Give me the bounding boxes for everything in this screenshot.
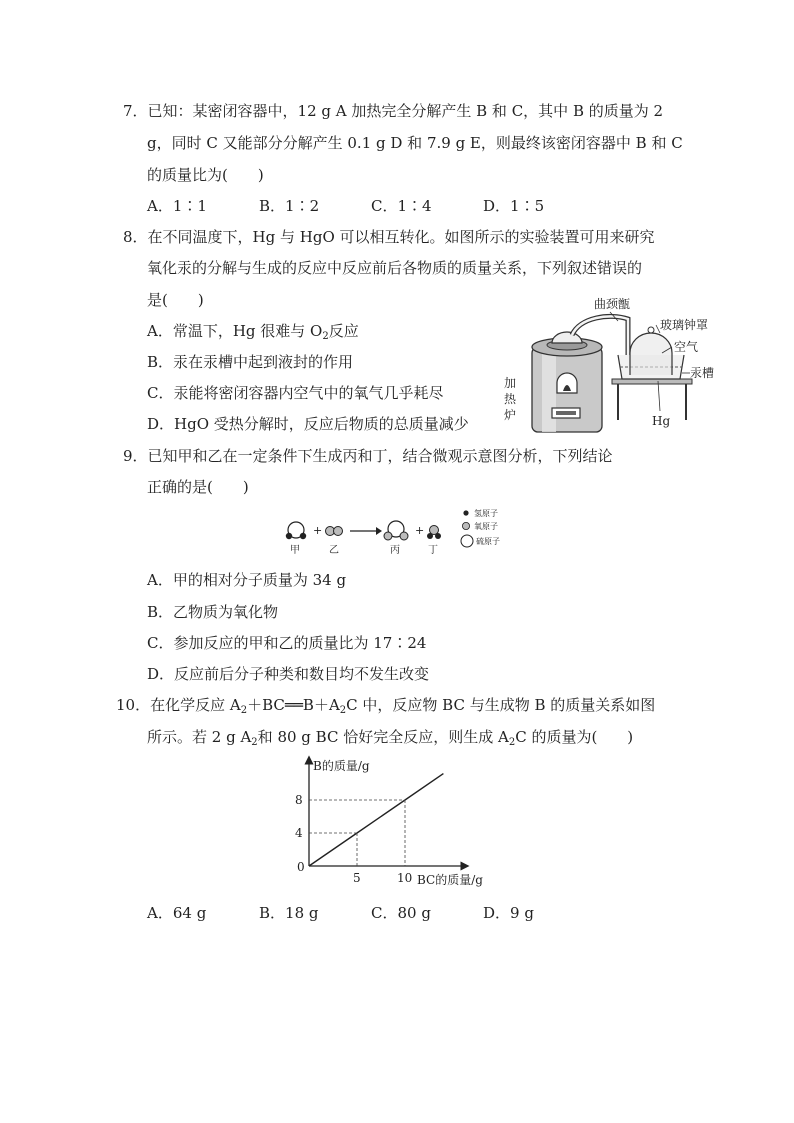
label-yi: 乙 xyxy=(329,545,339,556)
label-air: 空气 xyxy=(674,340,699,354)
q10-mass-chart xyxy=(285,752,510,892)
q10-option-a: A．64 g xyxy=(147,904,207,922)
q8-option-a: A．常温下，Hg 很难与 $O_2$反应 xyxy=(147,322,359,342)
label-bell-jar: 玻璃钟罩 xyxy=(660,318,709,332)
q9-option-a: A．甲的相对分子质量为 34 g xyxy=(147,571,347,589)
q7-option-d: D．1∶5 xyxy=(483,197,545,215)
series-line xyxy=(309,774,443,866)
y-axis-label: B的质量/g xyxy=(313,759,370,773)
label-flask: 曲颈甑 xyxy=(594,297,631,311)
x-tick-5: 5 xyxy=(353,871,361,885)
label-jia: 甲 xyxy=(290,545,300,556)
q10-option-b: B．18 g xyxy=(259,904,319,922)
legend-hydrogen: 氢原子 xyxy=(474,509,498,518)
legend-oxygen: 氧原子 xyxy=(474,522,498,531)
q7-line-1: 7．已知：某密闭容器中，12 g A 加热完全分解产生 B 和 C，其中 B 的质量为 2 xyxy=(123,102,664,120)
q10-line-2: 所示。若 2 g $A_2$和 80 g BC 恰好完全反应，则生成 $A_2C$ 的质量为( ) xyxy=(147,728,634,748)
label-ding: 丁 xyxy=(428,545,438,556)
q8-line-1: 8．在不同温度下，Hg 与 HgO 可以相互转化。如图所示的实验装置可用来研究 xyxy=(123,228,655,246)
q8-line-3: 是( ) xyxy=(147,291,204,309)
x-tick-10: 10 xyxy=(397,871,413,885)
q9-reaction-diagram xyxy=(278,505,528,557)
label-trough: 汞槽 xyxy=(690,366,715,380)
q7-option-c: C．1∶4 xyxy=(371,197,432,215)
q8-line-2: 氧化汞的分解与生成的反应中反应前后各物质的质量关系，下列叙述错误的 xyxy=(147,259,643,277)
label-heater-1: 加 xyxy=(504,376,517,390)
origin-label: 0 xyxy=(297,860,305,874)
q7-option-a: A．1∶1 xyxy=(147,197,207,215)
q10-line-1: 10．在化学反应 $A_2+BC══B+A_2C$ 中，反应物 BC 与生成物 B 的质量关系如图 xyxy=(116,696,656,716)
x-axis-label: BC的质量/g xyxy=(417,873,483,887)
q9-option-b: B．乙物质为氧化物 xyxy=(147,603,279,621)
q10-option-d: D．9 g xyxy=(483,904,534,922)
label-heater-3: 炉 xyxy=(504,408,517,422)
label-bing: 丙 xyxy=(390,545,400,556)
q10-option-c: C．80 g xyxy=(371,904,431,922)
q8-apparatus-diagram xyxy=(500,295,725,435)
y-tick-4: 4 xyxy=(295,826,303,840)
q9-option-d: D．反应前后分子种类和数目均不发生改变 xyxy=(147,665,430,683)
bell-jar xyxy=(630,333,672,375)
q7-line-3: 的质量比为( ) xyxy=(147,166,264,184)
q9-line-1: 9．已知甲和乙在一定条件下生成丙和丁，结合微观示意图分析，下列结论 xyxy=(123,447,613,465)
q9-line-2: 正确的是( ) xyxy=(147,478,249,496)
q8-option-c: C．汞能将密闭容器内空气中的氧气几乎耗尽 xyxy=(147,384,444,402)
table-top xyxy=(612,379,692,384)
svg-text:+: + xyxy=(313,524,323,537)
label-mercury: Hg xyxy=(652,414,671,428)
q9-option-c: C．参加反应的甲和乙的质量比为 17∶24 xyxy=(147,634,427,652)
q8-option-d: D．HgO 受热分解时，反应后物质的总质量减少 xyxy=(147,415,469,433)
furnace-stripe xyxy=(542,347,556,432)
y-tick-8: 8 xyxy=(295,793,303,807)
svg-text:+: + xyxy=(415,524,425,537)
q8-option-b: B．汞在汞槽中起到液封的作用 xyxy=(147,353,354,371)
legend-sulfur: 硫原子 xyxy=(476,537,500,546)
q7-line-2: g，同时 C 又能部分分解产生 0.1 g D 和 7.9 g E，则最终该密闭容器中 B 和 C xyxy=(147,134,683,152)
retort-flask xyxy=(552,332,582,343)
label-heater-2: 热 xyxy=(504,392,517,406)
q7-option-b: B．1∶2 xyxy=(259,197,320,215)
